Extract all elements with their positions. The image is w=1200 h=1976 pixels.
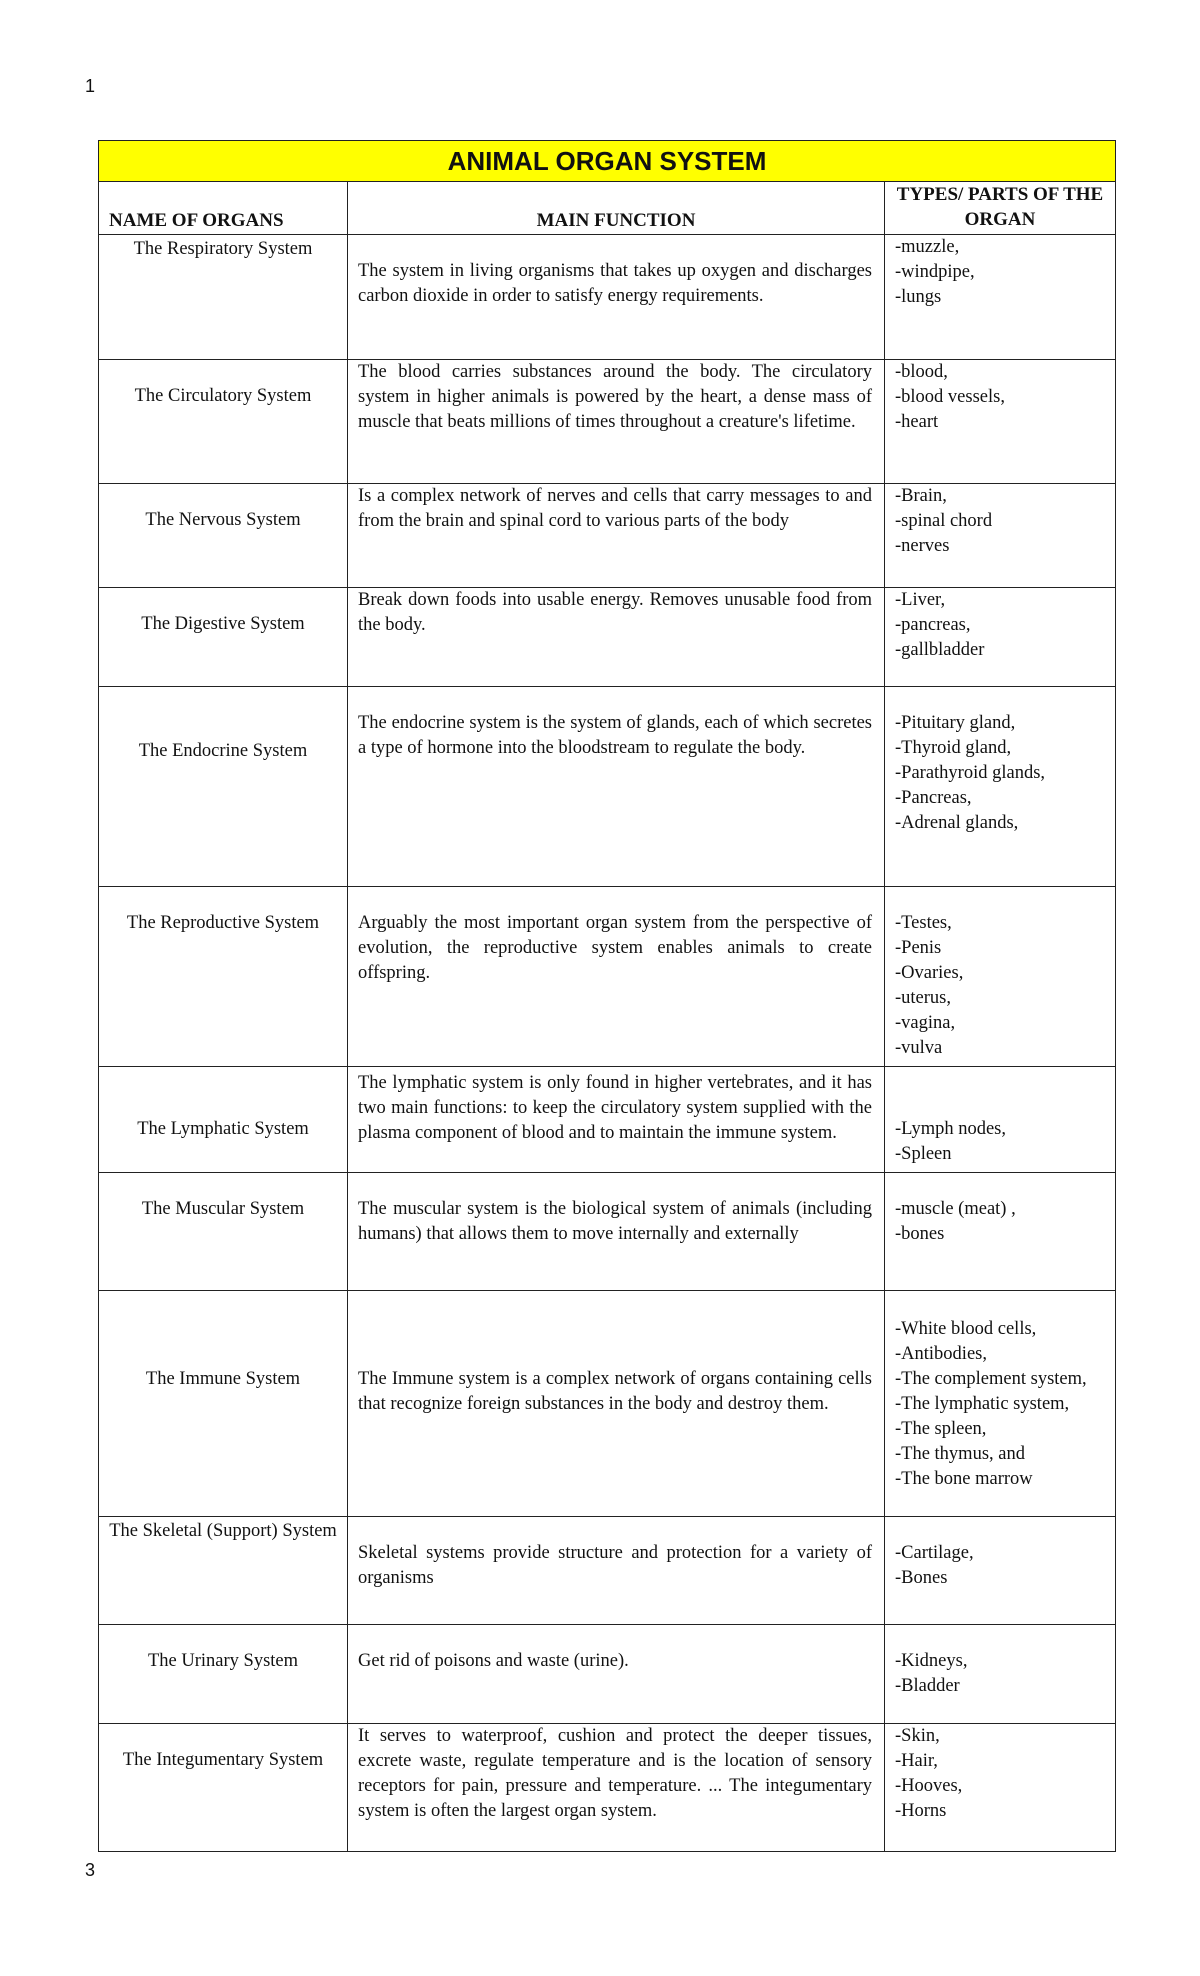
organ-name: The Muscular System: [99, 1173, 348, 1291]
organ-function: The system in living organisms that takes up oxygen and discharges carbon dioxide in order to satisfy energy requirements.: [348, 235, 885, 360]
organ-name: The Skeletal (Support) System: [99, 1517, 348, 1625]
header-name-of-organs: NAME OF ORGANS: [99, 182, 348, 235]
organ-parts: -blood, -blood vessels, -heart: [885, 360, 1116, 484]
organ-parts: -Testes, -Penis -Ovaries, -uterus, -vagina, -vulva: [885, 887, 1116, 1067]
organ-parts: -Brain, -spinal chord -nerves: [885, 484, 1116, 588]
organ-parts: -Pituitary gland, -Thyroid gland, -Parathyroid glands, -Pancreas, -Adrenal glands,: [885, 687, 1116, 887]
organ-name: The Respiratory System: [99, 235, 348, 360]
organ-function: Break down foods into usable energy. Removes unusable food from the body.: [348, 588, 885, 687]
table-row: [99, 484, 1116, 588]
table-row: [99, 360, 1116, 484]
organ-name: The Circulatory System: [99, 360, 348, 484]
organ-name: The Lymphatic System: [99, 1067, 348, 1173]
table-row: [99, 1067, 1116, 1173]
organ-parts: -Kidneys, -Bladder: [885, 1625, 1116, 1724]
organ-parts: -Liver, -pancreas, -gallbladder: [885, 588, 1116, 687]
organ-function: The endocrine system is the system of glands, each of which secretes a type of hormone into the bloodstream to regulate the body.: [348, 687, 885, 887]
header-types-parts: TYPES/ PARTS OF THE ORGAN: [885, 182, 1116, 235]
organ-name: The Reproductive System: [99, 887, 348, 1067]
organ-parts: -muzzle, -windpipe, -lungs: [885, 235, 1116, 360]
table-row: [99, 1517, 1116, 1625]
table-row: [99, 1173, 1116, 1291]
organ-function: Skeletal systems provide structure and protection for a variety of organisms: [348, 1517, 885, 1625]
table-row: [99, 235, 1116, 360]
organ-parts: -White blood cells, -Antibodies, -The complement system, -The lymphatic system, -The spleen, -The thymus, and -The bone marrow: [885, 1291, 1116, 1517]
organ-function: The lymphatic system is only found in higher vertebrates, and it has two main functions: to keep the circulatory system supplied with the plasma component of blood and to maintain the immune system.: [348, 1067, 885, 1173]
organ-function: The Immune system is a complex network of organs containing cells that recognize foreign substances in the body and destroy them.: [348, 1291, 885, 1517]
table-row: [99, 1291, 1116, 1517]
page-number-bottom: 3: [85, 1860, 96, 1880]
organ-parts: -Cartilage, -Bones: [885, 1517, 1116, 1625]
table-row: [99, 1625, 1116, 1724]
organ-parts: -Skin, -Hair, -Hooves, -Horns: [885, 1724, 1116, 1852]
organ-function: It serves to waterproof, cushion and protect the deeper tissues, excrete waste, regulate temperature and is the location of sensory receptors for pain, pressure and temperature. ... The integumentary system is often the largest organ system.: [348, 1724, 885, 1852]
organ-parts: -Lymph nodes, -Spleen: [885, 1067, 1116, 1173]
organ-function: Get rid of poisons and waste (urine).: [348, 1625, 885, 1724]
page-number-top: 1: [85, 76, 96, 96]
organ-function: Arguably the most important organ system from the perspective of evolution, the reproductive system enables animals to create offspring.: [348, 887, 885, 1067]
table-title: ANIMAL ORGAN SYSTEM: [99, 141, 1116, 182]
organ-name: The Integumentary System: [99, 1724, 348, 1852]
organ-parts: -muscle (meat) , -bones: [885, 1173, 1116, 1291]
organ-function: The blood carries substances around the body. The circulatory system in higher animals is powered by the heart, a dense mass of muscle that beats millions of times throughout a creature's lifetime.: [348, 360, 885, 484]
organ-function: Is a complex network of nerves and cells that carry messages to and from the brain and spinal cord to various parts of the body: [348, 484, 885, 588]
organ-name: The Urinary System: [99, 1625, 348, 1724]
organ-name: The Digestive System: [99, 588, 348, 687]
table-row: [99, 1724, 1116, 1852]
organ-name: The Nervous System: [99, 484, 348, 588]
table-row: [99, 887, 1116, 1067]
organ-function: The muscular system is the biological system of animals (including humans) that allows them to move internally and externally: [348, 1173, 885, 1291]
table-row: [99, 687, 1116, 887]
organ-name: The Immune System: [99, 1291, 348, 1517]
organ-system-table: [98, 140, 1116, 1852]
table-row: [99, 588, 1116, 687]
organ-name: The Endocrine System: [99, 687, 348, 887]
header-main-function: MAIN FUNCTION: [348, 182, 885, 235]
